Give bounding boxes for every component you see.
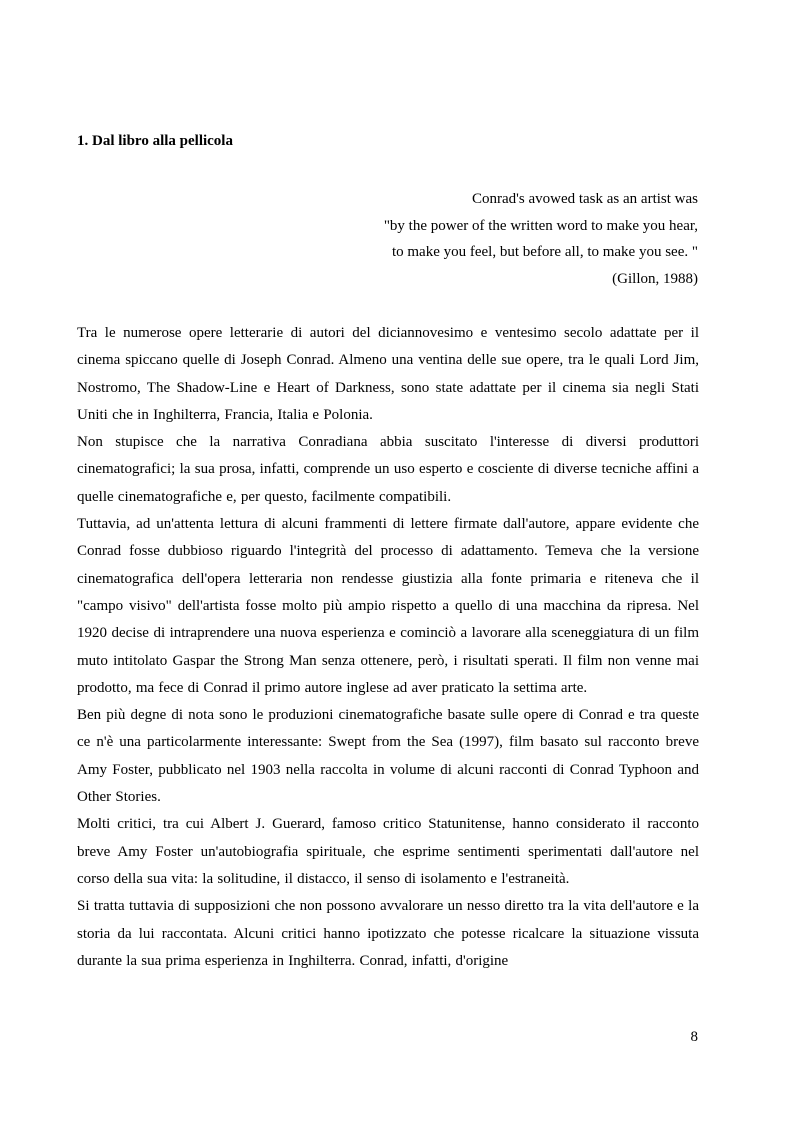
epigraph-line: "by the power of the written word to make you hear, [383,217,698,234]
epigraph [278,186,698,292]
paragraph: Ben più degne di nota sono le produzioni cinematografiche basate sulle opere di Conrad e tra queste ce n'è una particolarmente interessante: Swept from the Sea (1997), film basato sul racconto breve Amy Foster, pubblicato nel 1903 nella raccolta in volume di alcuni racconti di Conrad Typhoon and Other Stories. [77,707,699,806]
page-number: 8 [690,1029,698,1045]
epigraph-line: Conrad's avowed task as an artist was [472,191,698,207]
epigraph-citation: (Gillon, 1988) [612,270,698,287]
epigraph-line: to make you feel, but before all, to make you see. " [391,244,698,260]
section-heading: 1. Dal libro alla pellicola [77,133,233,149]
paragraph: Molti critici, tra cui Albert J. Guerard, famoso critico Statunitense, hanno considerato il racconto breve Amy Foster un'autobiografia spirituale, che esprime sentimenti sperimentati dall'autore nel corso della sua vita: la solitudine, il distacco, il senso di isolamento e l'estraneità. [77,816,699,887]
paragraph: Non stupisce che la narrativa Conradiana abbia suscitato l'interesse di diversi produttori cinematografici; la sua prosa, infatti, comprende un uso esperto e cosciente di diverse tecniche affini a quelle cinematografiche e, per questo, facilmente compatibili. [77,434,699,505]
body-text [77,320,699,975]
paragraph: Si tratta tuttavia di supposizioni che non possono avvalorare un nesso diretto tra la vita dell'autore e la storia da lui raccontata. Alcuni critici hanno ipotizzato che potesse ricalcare la situazione vissuta durante la sua prima esperienza in Inghilterra. Conrad, infatti, d'origine [77,898,699,969]
paragraph: Tuttavia, ad un'attenta lettura di alcuni frammenti di lettere firmate dall'autore, appare evidente che Conrad fosse dubbioso riguardo l'integrità del processo di adattamento. Temeva che la versione cinematografica dell'opera letteraria non rendesse giustizia alla fonte primaria e riteneva che il "campo visivo" dell'artista fosse molto più ampio rispetto a quello di una macchina da ripresa. Nel 1920 decise di intraprendere una nuova esperienza e cominciò a lavorare alla sceneggiatura di un film muto intitolato Gaspar the Strong Man senza ottenere, però, i risultati sperati. Il film non venne mai prodotto, ma fece di Conrad il primo autore inglese ad aver praticato la settima arte. [77,516,699,696]
paragraph: Tra le numerose opere letterarie di autori del diciannovesimo e ventesimo secolo adattate per il cinema spiccano quelle di Joseph Conrad. Almeno una ventina delle sue opere, tra le quali Lord Jim, Nostromo, The Shadow-Line e Heart of Darkness, sono state adattate per il cinema sia negli Stati Uniti che in Inghilterra, Francia, Italia e Polonia. [77,325,699,423]
